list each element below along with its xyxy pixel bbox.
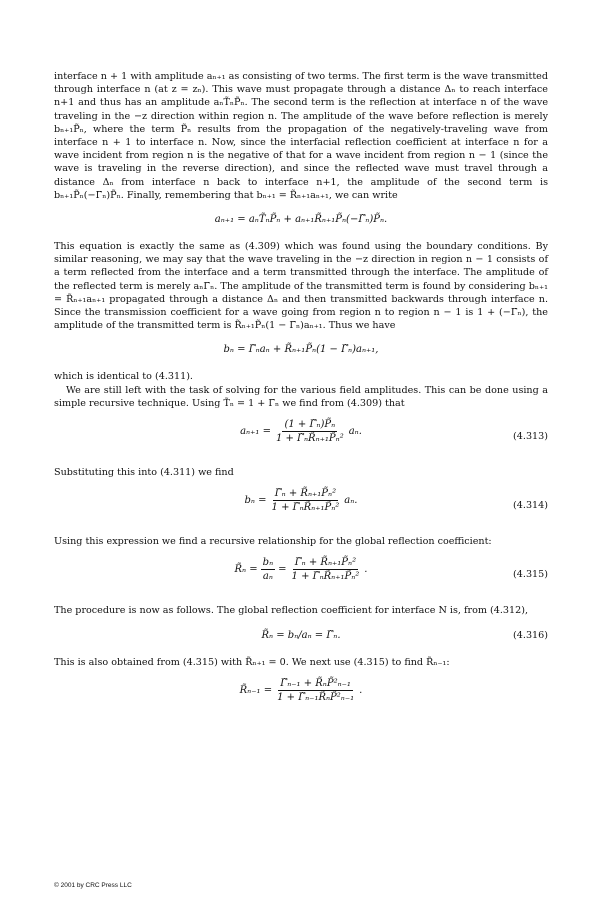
- fraction: [275, 678, 356, 703]
- numerator: Γ̃ₙ + R̃ₙ₊₁P̃ₙ²: [294, 557, 357, 569]
- equation-lhs: bₙ =: [244, 495, 267, 507]
- fraction: [274, 419, 346, 444]
- numerator: bₙ: [262, 557, 274, 569]
- paragraph-5: Substituting this into (4.311) we find: [54, 467, 234, 479]
- paragraph-6: Using this expression we find a recursive relationship for the global reflection coefficient:: [54, 536, 492, 548]
- paragraph-7: The procedure is now as follows. The global reflection coefficient for interface N is, from (4.312),: [54, 605, 529, 617]
- equation-number: (4.314): [513, 500, 548, 512]
- equation-body: R̃ₙ = bₙ/aₙ = Γ̃ₙ.: [261, 629, 341, 641]
- page-content: [54, 70, 548, 725]
- fraction: [270, 488, 342, 513]
- equals-sign: =: [278, 564, 287, 576]
- equation-rhs: .: [364, 564, 368, 576]
- denominator: 1 + Γ̃ₙR̃ₙ₊₁P̃ₙ²: [271, 502, 340, 514]
- equation-number: (4.313): [513, 431, 548, 443]
- equation-4-316: [54, 623, 548, 651]
- equation-body: bₙ = Γ̃ₙaₙ + R̃ₙ₊₁P̃ₙ(1 − Γ̃ₙ)aₙ₊₁,: [223, 344, 379, 356]
- numerator: (1 + Γ̃ₙ)P̃ₙ: [284, 419, 336, 431]
- denominator: 1 + Γ̃ₙR̃ₙ₊₁P̃ₙ²: [291, 571, 360, 583]
- denominator: 1 + Γ̃ₙ₋₁R̃ₙP̃²ₙ₋₁: [277, 691, 355, 703]
- copyright-footer: © 2001 by CRC Press LLC: [54, 882, 132, 889]
- paragraph-2: This equation is exactly the same as (4.309) which was found using the boundary conditions. By similar reasoning, we may say that the wave traveling in the −z direction in region n − 1 consists of a term reflected from the interface and a term transmitted through the interface. The amplitude of the reflected term is merely aₙΓ̃ₙ. The amplitude of the transmitted term is found by considering bₙ₊₁ = R̃ₙ₊₁aₙ₊₁ propagated through a distance Δₙ and then transmitted backwards through interface n. Since the transmission coefficient for a wave going from region n to region n − 1 is 1 + (−Γ̃ₙ), the amplitude of the transmitted term is R̃ₙ₊₁P̃ₙ(1 − Γ̃ₙ)aₙ₊₁. Thus we have: [54, 241, 548, 332]
- equation-b-n: [54, 337, 548, 365]
- paragraph-1: interface n + 1 with amplitude aₙ₊₁ as consisting of two terms. The first term is the wave transmitted through interface n (at z = zₙ). This wave must propagate through a distance Δₙ to reach interface n+1 and thus has an amplitude aₙT̃ₙP̃ₙ. The second term is the reflection at interface n of the wave traveling in the −z direction within region n. The amplitude of the wave before reflection is merely bₙ₊₁P̃ₙ, where the term P̃ₙ results from the propagation of the negatively-traveling wave from interface n + 1 to interface n. Now, since the interfacial reflection coefficient at interface n for a wave incident from region n is the negative of that for a wave incident from region n − 1 (since the wave is traveling in the reverse direction), and since the reflected wave must travel through a distance Δₙ from interface n back to interface n+1, the amplitude of the second term is bₙ₊₁P̃ₙ(−Γ̃ₙ)P̃ₙ. Finally, remembering that bₙ₊₁ = R̃ₙ₊₁aₙ₊₁, we can write: [54, 71, 548, 201]
- paragraph-8: This is also obtained from (4.315) with R̃ₙ₊₁ = 0. We next use (4.315) to find R̃ₙ₋₁:: [54, 656, 450, 668]
- equation-a-n-plus-1: [54, 207, 548, 235]
- equation-number: (4.315): [513, 569, 548, 581]
- equation-r-n-minus-1: [54, 674, 548, 720]
- equation-4-313: [54, 415, 548, 461]
- paragraph-3: which is identical to (4.311).: [54, 371, 193, 383]
- equation-4-315: [54, 553, 548, 599]
- denominator: aₙ: [262, 571, 273, 583]
- equation-rhs: .: [359, 684, 363, 696]
- fraction: [290, 557, 362, 582]
- denominator: 1 + Γ̃ₙR̃ₙ₊₁P̃ₙ²: [275, 433, 344, 445]
- numerator: Γ̃ₙ₋₁ + R̃ₙP̃²ₙ₋₁: [280, 677, 351, 689]
- fraction-b-over-a: [261, 557, 275, 582]
- equation-body: aₙ₊₁ = aₙT̃ₙP̃ₙ + aₙ₊₁R̃ₙ₊₁P̃ₙ(−Γ̃ₙ)P̃ₙ.: [214, 214, 388, 226]
- equation-lhs: R̃ₙ₋₁ =: [239, 684, 273, 696]
- equation-number: (4.316): [513, 629, 548, 641]
- equation-4-314: [54, 484, 548, 530]
- paragraph-4: We are still left with the task of solving for the various field amplitudes. This can be done using a simple recursive technique. Using T̃ₙ = 1 + Γ̃ₙ we find from (4.309) that: [54, 384, 548, 409]
- numerator: Γ̃ₙ + R̃ₙ₊₁P̃ₙ²: [274, 488, 337, 500]
- equation-rhs: aₙ.: [344, 495, 358, 507]
- equation-lhs: R̃ₙ =: [234, 564, 258, 576]
- equation-rhs: aₙ.: [348, 426, 362, 438]
- equation-lhs: aₙ₊₁ =: [240, 426, 271, 438]
